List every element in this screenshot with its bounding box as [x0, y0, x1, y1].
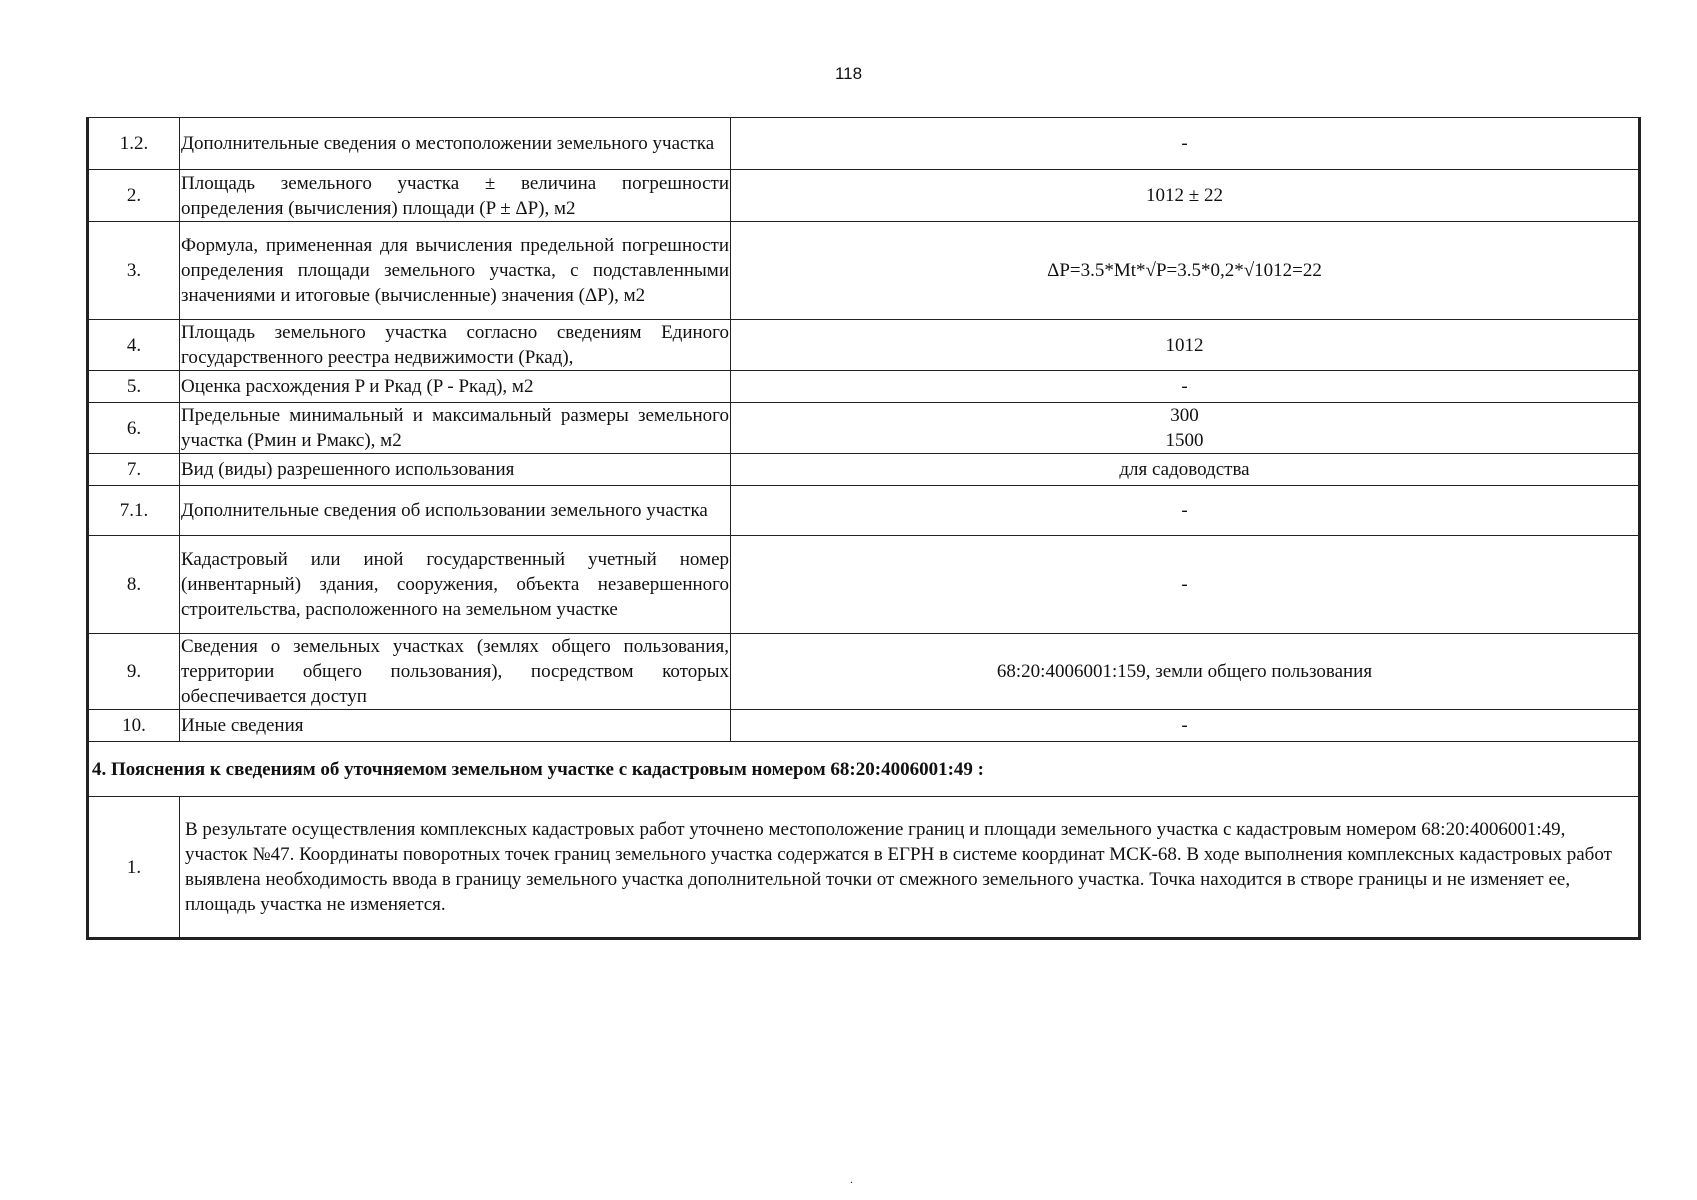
- row-value: [731, 403, 1640, 454]
- table-row: [88, 222, 1640, 320]
- row-value-line: 68:20:4006001:159, земли общего пользования: [996, 661, 1373, 682]
- row-value-line: 300: [1170, 405, 1199, 426]
- row-number: 4.: [88, 320, 180, 371]
- land-plot-table: [86, 117, 1641, 940]
- table-row: [88, 403, 1640, 454]
- row-number: 8.: [88, 536, 180, 634]
- row-label: Иные сведения: [180, 710, 731, 742]
- row-number: 7.: [88, 454, 180, 486]
- row-value: [731, 710, 1640, 742]
- row-label: Вид (виды) разрешенного использования: [180, 454, 731, 486]
- table-body: [88, 118, 1640, 939]
- row-label: Дополнительные сведения об использовании земельного участка: [180, 486, 731, 536]
- table-row: [88, 454, 1640, 486]
- row-value-line: 1012: [1165, 334, 1204, 356]
- table-row: [88, 710, 1640, 742]
- row-value-line: -: [1181, 376, 1188, 397]
- row-label: Формула, примененная для вычисления предельной погрешности определения площади земельного участка, с подставленными значениями и итоговые (вычисленные) значения (ΔP), м2: [180, 222, 731, 320]
- row-number: 10.: [88, 710, 180, 742]
- table-row: [88, 371, 1640, 403]
- note-text: В результате осуществления комплексных кадастровых работ уточнено местоположение границ и площади земельного участка с кадастровым номером 68:20:4006001:49, участок №47. Координаты поворотных точек границ земельного участка содержатся в ЕГРН в системе координат МСК-68. В ходе выполнения комплексных кадастровых работ выявлена необходимость ввода в границу земельного участка дополнительной точки от смежного земельного участка. Точка находится в створе границы и не изменяет ее, площадь участка не изменяется.: [180, 797, 1640, 939]
- row-label: Площадь земельного участка ± величина погрешности определения (вычисления) площади (P ± ΔP), м2: [180, 170, 731, 222]
- row-value-line: для садоводства: [1119, 459, 1250, 480]
- row-number: 6.: [88, 403, 180, 454]
- row-number: 2.: [88, 170, 180, 222]
- section-4-note-row: [88, 797, 1640, 939]
- row-label: Сведения о земельных участках (землях общего пользования, территории общего пользования), посредством которых обеспечивается доступ: [180, 634, 731, 710]
- page-number: 118: [834, 64, 863, 83]
- row-number: 7.1.: [88, 486, 180, 536]
- row-value-line: -: [1181, 133, 1188, 154]
- row-label: Площадь земельного участка согласно сведениям Единого государственного реестра недвижимости (Ркад),: [180, 320, 731, 371]
- note-number: 1.: [88, 797, 180, 939]
- row-number: 1.2.: [88, 118, 180, 170]
- row-label: Кадастровый или иной государственный учетный номер (инвентарный) здания, сооружения, объекта незавершенного строительства, расположенного на земельном участке: [180, 536, 731, 634]
- row-value: [731, 634, 1640, 710]
- table-row: [88, 536, 1640, 634]
- row-value-line: 1500: [1165, 430, 1204, 451]
- footer-mark: .: [850, 1172, 853, 1186]
- row-number: 5.: [88, 371, 180, 403]
- row-value-line: 1012 ± 22: [1146, 185, 1223, 206]
- row-number: 9.: [88, 634, 180, 710]
- row-value: [731, 170, 1640, 222]
- row-value-line: -: [1181, 500, 1188, 521]
- table-row: [88, 634, 1640, 710]
- row-value: [731, 536, 1640, 634]
- section-4-title: 4. Пояснения к сведениям об уточняемом земельном участке с кадастровым номером 68:20:4006001:49 :: [88, 742, 1640, 797]
- row-value-line: ΔP=3.5*Mt*√P=3.5*0,2*√1012=22: [1047, 260, 1322, 281]
- row-value: [731, 320, 1640, 371]
- row-label: Дополнительные сведения о местоположении земельного участка: [180, 118, 731, 170]
- row-value: [731, 486, 1640, 536]
- table-row: [88, 486, 1640, 536]
- table-row: [88, 118, 1640, 170]
- row-value: [731, 371, 1640, 403]
- section-4-heading-row: [88, 742, 1640, 797]
- row-value: [731, 118, 1640, 170]
- row-value-line: -: [1181, 574, 1188, 595]
- row-value: [731, 222, 1640, 320]
- row-number: 3.: [88, 222, 180, 320]
- row-value-line: -: [1181, 715, 1188, 736]
- table-row: [88, 170, 1640, 222]
- row-label: Предельные минимальный и максимальный размеры земельного участка (Рмин и Рмакс), м2: [180, 403, 731, 454]
- table-row: [88, 320, 1640, 371]
- row-label: Оценка расхождения P и Ркад (P - Ркад), м2: [180, 371, 731, 403]
- row-value: [731, 454, 1640, 486]
